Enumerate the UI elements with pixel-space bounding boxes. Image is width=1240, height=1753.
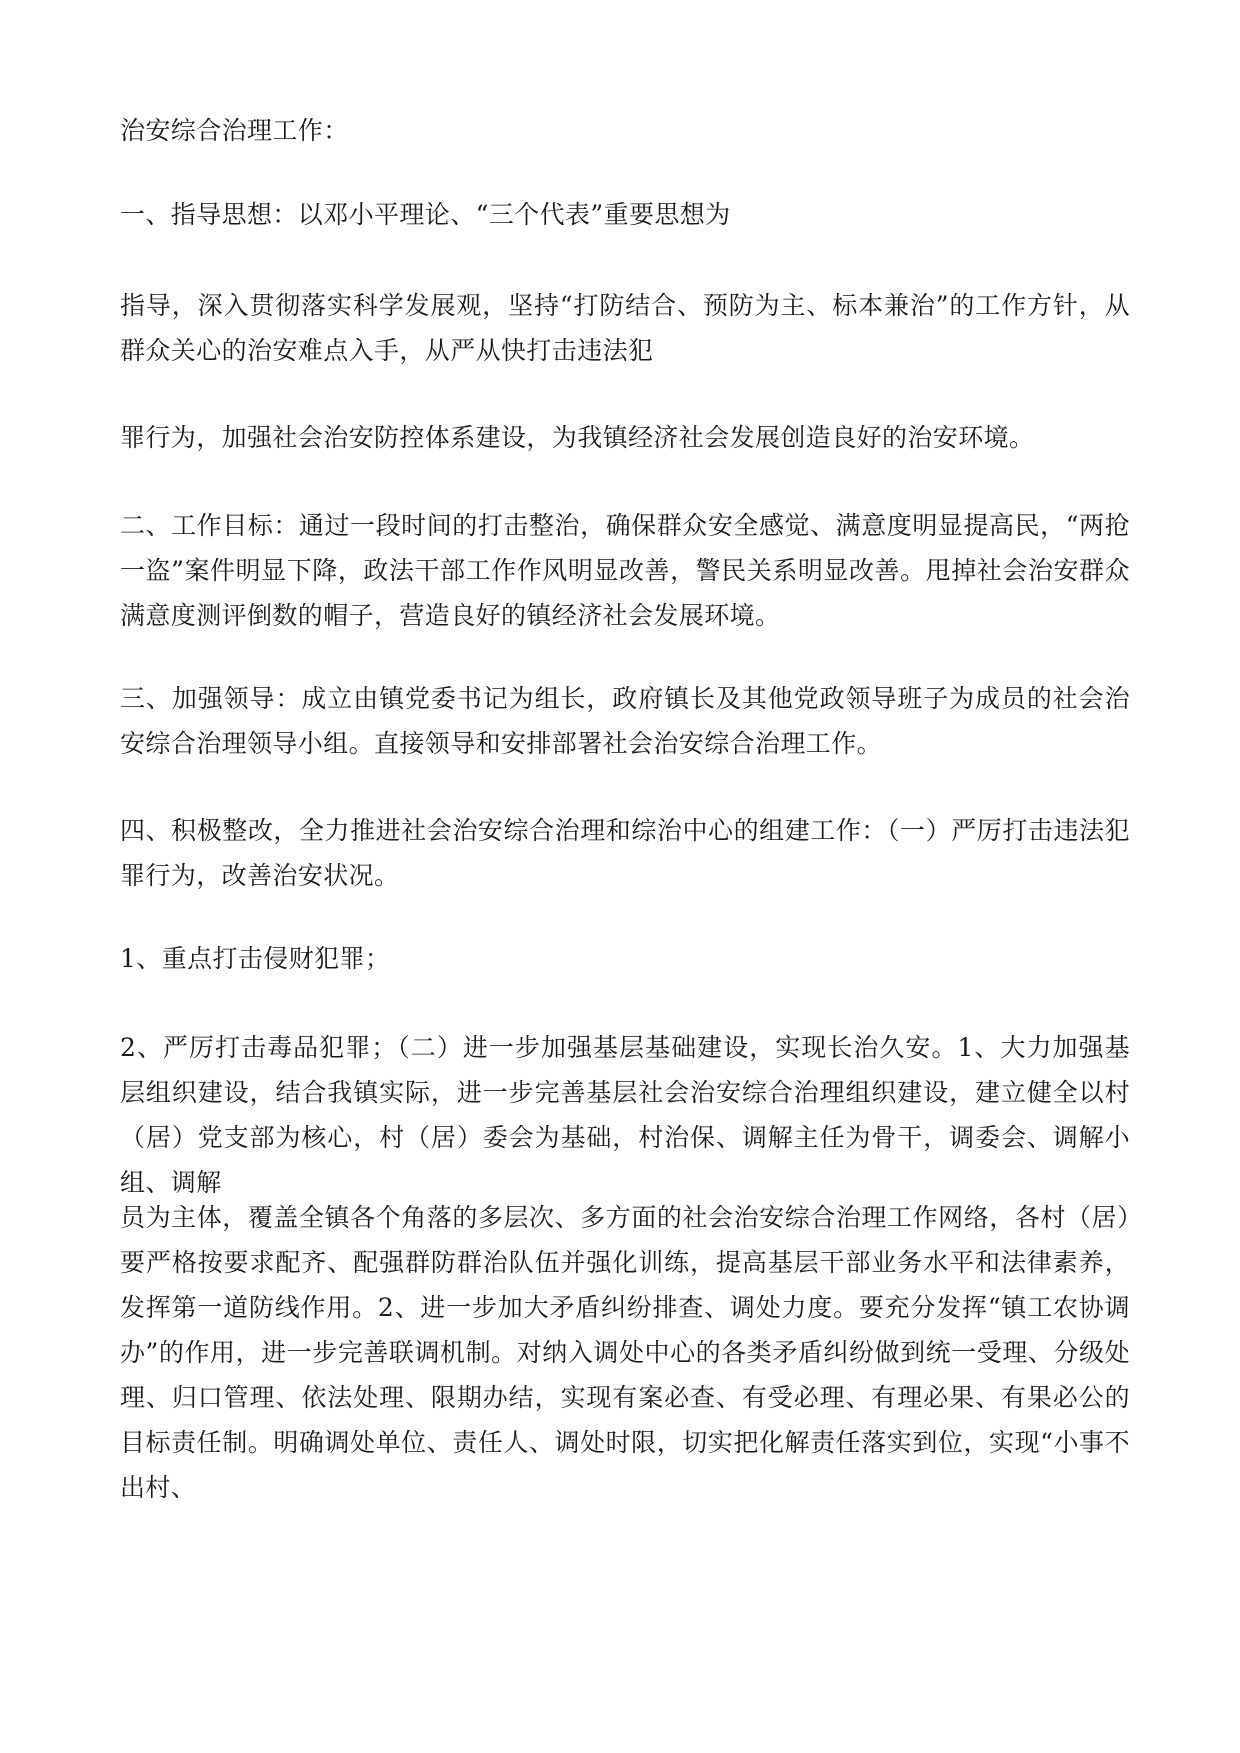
leadership-paragraph: 三、加强领导：成立由镇党委书记为组长，政府镇长及其他党政领导班子为成员的社会治安综合治理领导小组。直接领导和安排部署社会治安综合治理工作。 — [120, 684, 1130, 758]
network-paragraph: 员为主体，覆盖全镇各个角落的多层次、多方面的社会治安综合治理工作网络，各村（居）要严格按要求配齐、配强群防群治队伍并强化训练，提高基层干部业务水平和法律素养，发挥第一道防线作用。2、进一步加大矛盾纠纷排查、调处力度。要充分发挥“镇工农协调办”的作用，进一步完善联调机制。对纳入调处中心的各类矛盾纠纷做到统一受理、分级处理、归口管理、依法处理、限期办结，实现有案必查、有受必理、有理必果、有果必公的目标责任制。明确调处单位、责任人、调处时限，切实把化解责任落实到位，实现“小事不出村、 — [120, 1203, 1130, 1502]
guiding-thought-paragraph: 一、指导思想：以邓小平理论、“三个代表”重要思想为 — [120, 200, 731, 229]
work-goals-paragraph: 二、工作目标：通过一段时间的打击整治，确保群众安全感觉、满意度明显提高民，“两抢一盗”案件明显下降，政法干部工作作风明显改善，警民关系明显改善。甩掉社会治安群众满意度测评倒数的帽子，营造良好的镇经济社会发展环境。 — [120, 511, 1130, 630]
guiding-thought-continued-paragraph: 指导，深入贯彻落实科学发展观，坚持“打防结合、预防为主、标本兼治”的工作方针，从群众关心的治安难点入手，从严从快打击违法犯 — [120, 291, 1130, 365]
list-item-paragraph: 1、重点打击侵财犯罪； — [120, 944, 391, 973]
heading-paragraph: 治安综合治理工作： — [120, 116, 349, 145]
rectification-paragraph: 四、积极整改，全力推进社会治安综合治理和综治中心的组建工作：（一）严厉打击违法犯罪行为，改善治安状况。 — [120, 816, 1130, 890]
drug-crime-paragraph: 2、严厉打击毒品犯罪；（二）进一步加强基层基础建设，实现长治久安。1、大力加强基层组织建设，结合我镇实际，进一步完善基层社会治安综合治理组织建设，建立健全以村（居）党支部为核心，村（居）委会为基础，村治保、调解主任为骨干，调委会、调解小组、调解 — [120, 1033, 1130, 1197]
crime-prevention-paragraph: 罪行为，加强社会治安防控体系建设，为我镇经济社会发展创造良好的治安环境。 — [120, 423, 1035, 452]
